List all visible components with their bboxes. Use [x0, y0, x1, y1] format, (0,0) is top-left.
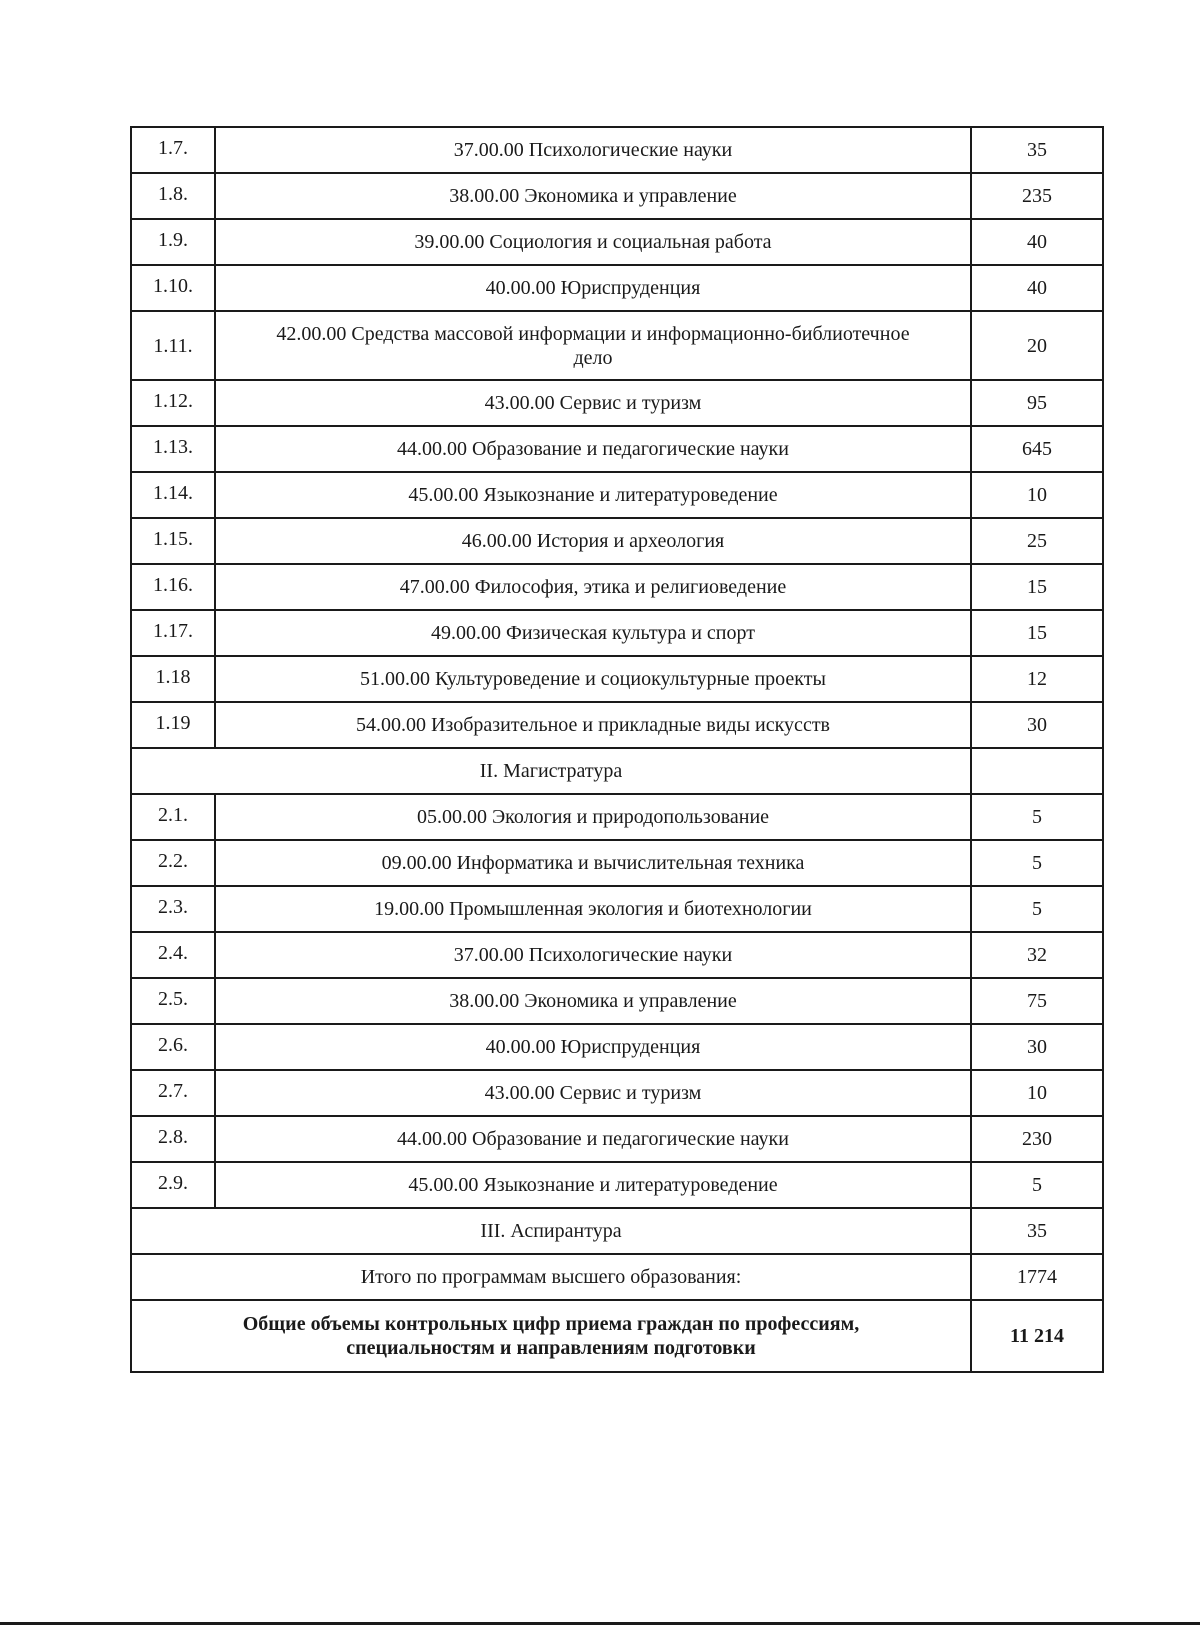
table-row: [131, 978, 1103, 1024]
quota-value: 40: [971, 219, 1103, 265]
program-name: 43.00.00 Сервис и туризм: [215, 380, 971, 426]
table-row: [131, 794, 1103, 840]
program-name: 43.00.00 Сервис и туризм: [215, 1070, 971, 1116]
page-bottom-rule: [0, 1622, 1200, 1625]
row-number: 1.9.: [131, 219, 215, 265]
quota-value: 25: [971, 518, 1103, 564]
program-name: 44.00.00 Образование и педагогические науки: [215, 426, 971, 472]
table-row: [131, 886, 1103, 932]
program-name: 44.00.00 Образование и педагогические науки: [215, 1116, 971, 1162]
grand-total-label: Общие объемы контрольных цифр приема граждан по профессиям, специальностям и направлениям подготовки: [131, 1300, 971, 1372]
row-number: 1.19: [131, 702, 215, 748]
quota-value: 35: [971, 127, 1103, 173]
program-name: 45.00.00 Языкознание и литературоведение: [215, 472, 971, 518]
table-row: [131, 219, 1103, 265]
quota-value: 75: [971, 978, 1103, 1024]
table-row: [131, 656, 1103, 702]
section-header-row: [131, 748, 1103, 794]
program-name: 38.00.00 Экономика и управление: [215, 173, 971, 219]
table-row: [131, 1070, 1103, 1116]
section-title-postgraduate: III. Аспирантура: [131, 1208, 971, 1254]
table-row: [131, 173, 1103, 219]
quota-value: 10: [971, 472, 1103, 518]
row-number: 1.12.: [131, 380, 215, 426]
quota-value: 20: [971, 311, 1103, 380]
row-number: 2.6.: [131, 1024, 215, 1070]
row-number: 1.8.: [131, 173, 215, 219]
table-row: [131, 610, 1103, 656]
row-number: 2.4.: [131, 932, 215, 978]
row-number: 1.17.: [131, 610, 215, 656]
admission-quota-table: [130, 126, 1104, 1373]
quota-value: 12: [971, 656, 1103, 702]
quota-value: 30: [971, 1024, 1103, 1070]
quota-value: 40: [971, 265, 1103, 311]
table-row: [131, 265, 1103, 311]
total-higher-label: Итого по программам высшего образования:: [131, 1254, 971, 1300]
quota-value: 645: [971, 426, 1103, 472]
program-name: 54.00.00 Изобразительное и прикладные виды искусств: [215, 702, 971, 748]
table-row: [131, 1024, 1103, 1070]
table-row: [131, 1116, 1103, 1162]
row-number: 2.5.: [131, 978, 215, 1024]
grand-total-value: 11 214: [971, 1300, 1103, 1372]
program-name: 09.00.00 Информатика и вычислительная техника: [215, 840, 971, 886]
table-row: [131, 840, 1103, 886]
program-name: 42.00.00 Средства массовой информации и информационно-библиотечное дело: [215, 311, 971, 380]
row-number: 1.13.: [131, 426, 215, 472]
table-row: [131, 426, 1103, 472]
table-row: [131, 380, 1103, 426]
table-row: [131, 564, 1103, 610]
program-name: 37.00.00 Психологические науки: [215, 932, 971, 978]
program-name: 37.00.00 Психологические науки: [215, 127, 971, 173]
table-row: [131, 1162, 1103, 1208]
row-number: 1.16.: [131, 564, 215, 610]
row-number: 1.14.: [131, 472, 215, 518]
row-number: 1.7.: [131, 127, 215, 173]
table-row: [131, 472, 1103, 518]
table-row: [131, 518, 1103, 564]
table-row: [131, 127, 1103, 173]
quota-value: 230: [971, 1116, 1103, 1162]
section-value-masters: [971, 748, 1103, 794]
program-name: 51.00.00 Культуроведение и социокультурные проекты: [215, 656, 971, 702]
quota-value: 235: [971, 173, 1103, 219]
program-name: 40.00.00 Юриспруденция: [215, 1024, 971, 1070]
quota-value: 30: [971, 702, 1103, 748]
program-name: 45.00.00 Языкознание и литературоведение: [215, 1162, 971, 1208]
quota-value: 10: [971, 1070, 1103, 1116]
program-name: 19.00.00 Промышленная экология и биотехнологии: [215, 886, 971, 932]
row-number: 1.11.: [131, 311, 215, 380]
quota-value: 15: [971, 610, 1103, 656]
section-value-postgraduate: 35: [971, 1208, 1103, 1254]
program-name: 39.00.00 Социология и социальная работа: [215, 219, 971, 265]
row-number: 1.15.: [131, 518, 215, 564]
total-higher-value: 1774: [971, 1254, 1103, 1300]
table-row: [131, 702, 1103, 748]
quota-value: 5: [971, 794, 1103, 840]
quota-value: 15: [971, 564, 1103, 610]
program-name: 46.00.00 История и археология: [215, 518, 971, 564]
row-number: 1.10.: [131, 265, 215, 311]
row-number: 2.7.: [131, 1070, 215, 1116]
quota-value: 5: [971, 1162, 1103, 1208]
row-number: 2.1.: [131, 794, 215, 840]
quota-value: 5: [971, 840, 1103, 886]
table-row: [131, 932, 1103, 978]
program-name: 38.00.00 Экономика и управление: [215, 978, 971, 1024]
row-number: 1.18: [131, 656, 215, 702]
row-number: 2.3.: [131, 886, 215, 932]
total-row: [131, 1254, 1103, 1300]
program-name: 40.00.00 Юриспруденция: [215, 265, 971, 311]
quota-value: 5: [971, 886, 1103, 932]
program-name: 05.00.00 Экология и природопользование: [215, 794, 971, 840]
grand-total-row: [131, 1300, 1103, 1372]
section-header-row: [131, 1208, 1103, 1254]
section-title-masters: II. Магистратура: [131, 748, 971, 794]
quota-value: 95: [971, 380, 1103, 426]
program-name: 49.00.00 Физическая культура и спорт: [215, 610, 971, 656]
row-number: 2.2.: [131, 840, 215, 886]
program-name: 47.00.00 Философия, этика и религиоведение: [215, 564, 971, 610]
quota-value: 32: [971, 932, 1103, 978]
row-number: 2.9.: [131, 1162, 215, 1208]
table-row: [131, 311, 1103, 380]
row-number: 2.8.: [131, 1116, 215, 1162]
